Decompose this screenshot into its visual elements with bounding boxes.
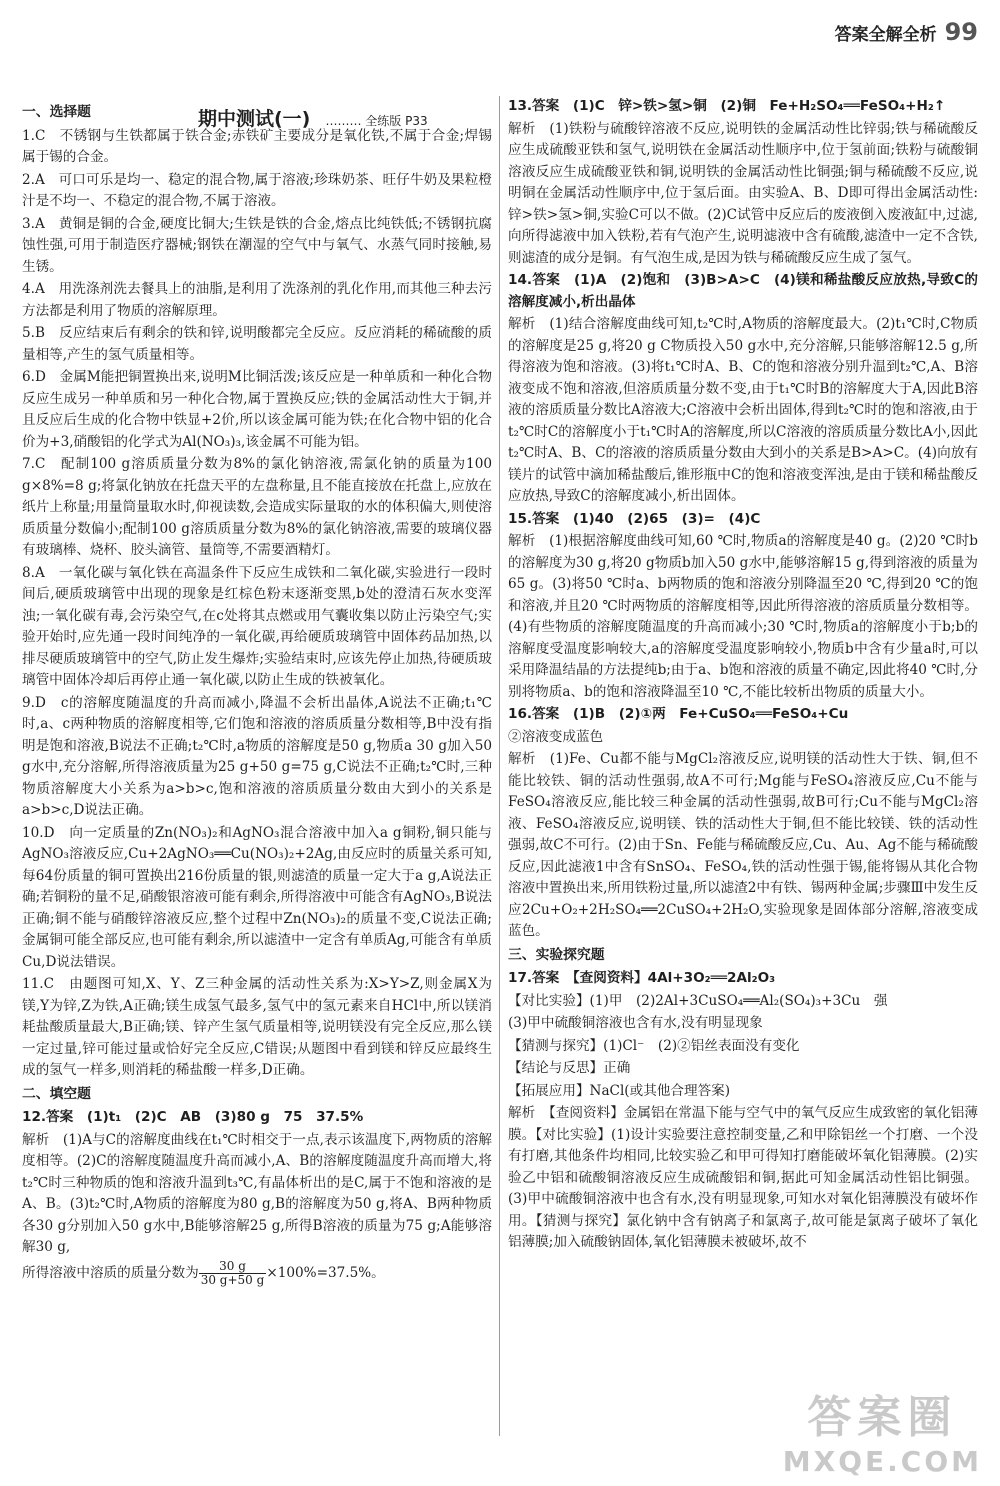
formula-prefix: 所得溶液中溶质的质量分数为 (22, 1264, 199, 1281)
site-watermark (783, 1381, 982, 1478)
fraction (199, 1260, 267, 1287)
question-5: 5.B 反应结束后有剩余的铁和锌,说明酸都完全反应。反应消耗的稀硫酸的质量相等,产生的氢气质量相等。 (22, 325, 492, 363)
question-4: 4.A 用洗涤剂洗去餐具上的油脂,是利用了洗涤剂的乳化作用,而其他三种去污方法都是利用了物质的溶解原理。 (22, 281, 492, 319)
watermark-line-2: MXQE.COM (782, 1445, 982, 1478)
question-3: 3.A 黄铜是铜的合金,硬度比铜大;生铁是铁的合金,熔点比纯铁低;不锈钢抗腐蚀性强,可用于制造医疗器械;钢铁在潮湿的空气中与氧气、水蒸气同时接触,易生锈。 (22, 215, 492, 275)
question-17-line-e: 【结论与反思】正确 (508, 1060, 631, 1076)
question-12-answer: 12.答案 (1)t₁ (2)C AB (3)80 g 75 37.5% (22, 1109, 364, 1125)
question-11: 11.C 由题图可知,X、Y、Z三种金属的活动性关系为:X>Y>Z,则金属X为镁,Y为锌,Z为铁,A正确;镁生成氢气最多,氢气中的氢元素来自HCl中,所以镁消耗盐酸质量最大,B正确;镁、锌产生氢气质量相等,说明镁没有完全反应,那么镁一定过量,锌可能过量或恰好完全反应,C错误;从题图中看到镁和锌反应最终生成的氢气一样多,则消耗的稀盐酸一样多,D正确。 (22, 976, 492, 1078)
question-12-explanation: 解析 (1)A与C的溶解度曲线在t₁℃时相交于一点,表示该温度下,两物质的溶解度相等。(2)C的溶解度随温度升高而减小,A、B的溶解度随温度升高而增大,将t₂℃时三种物质的饱和溶液升温到t₃℃,有晶体析出的是C,属于不饱和溶液的是A、B。(3)t₂℃时,A物质的溶解度为80 g,B的溶解度为50 g,将A、B两种物质各30 g分别加入50 g水中,B能够溶解25 g,所得B溶液的质量为75 g;A能够溶解30 g, (22, 1131, 492, 1255)
title-main: 期中测试(一) (198, 108, 311, 130)
question-17-line-b: 【对比实验】(1)甲 (2)2Al+3CuSO₄══Al₂(SO₄)₃+3Cu 强 (508, 992, 888, 1009)
section-choice: 一、选择题 (22, 104, 91, 120)
header-title: 答案全解全析 (834, 24, 937, 45)
formula-suffix: ×100%=37.5%。 (266, 1264, 385, 1281)
question-8: 8.A 一氧化碳与氧化铁在高温条件下反应生成铁和二氧化碳,实验进行一段时间后,硬质玻璃管中出现的现象是红棕色粉末逐渐变黑,b处的澄清石灰水变浑浊;一氧化碳有毒,会污染空气,在c处将其点燃或用气囊收集以防止污染空气;实验开始时,应先通一段时间纯净的一氧化碳,再给硬质玻璃管中固体药品加热,以排尽硬质玻璃管中的空气,防止发生爆炸;实验结束时,应该先停止加热,待硬质玻璃管中固体冷却后再停止通一氧化碳,以防止生成的铁被氧化。 (22, 564, 492, 688)
question-17-answer: 17.答案 【查阅资料】4Al+3O₂══2Al₂O₃ (508, 970, 776, 986)
question-15-answer: 15.答案 (1)40 (2)65 (3)= (4)C (508, 510, 761, 527)
fraction-denominator: 30 g+50 g (200, 1272, 265, 1287)
question-14-answer: 14.答案 (1)A (2)饱和 (3)B>A>C (4)镁和稀盐酸反应放热,导致C的溶解度减小,析出晶体 (508, 272, 978, 310)
page-header (835, 18, 978, 46)
question-2: 2.A 可口可乐是均一、稳定的混合物,属于溶液;珍珠奶茶、旺仔牛奶及果粒橙汁是不均一、不稳定的混合物,不属于溶液。 (22, 171, 492, 209)
question-17-line-c: (3)甲中硫酸铜溶液也含有水,没有明显现象 (508, 1015, 763, 1031)
title-sub: ……… 全练版 P33 (325, 114, 428, 128)
question-17-explanation: 解析 【查阅资料】金属铝在常温下能与空气中的氧气反应生成致密的氧化铝薄膜。【对比实验】(1)设计实验要注意控制变量,乙和甲除铝丝一个打磨、一个没有打磨,其他条件均相同,比较实验乙和甲可得知打磨能破坏氧化铝薄膜。(2)实验乙中铝和硫酸铜溶液反应生成硫酸铝和铜,据此可知金属活动性铝比铜强。(3)甲中硫酸铜溶液中也含有水,没有明显现象,可知水对氧化铝薄膜没有破坏作用。【猜测与探究】氯化钠中含有钠离子和氯离子,故可能是氯离子破坏了氧化铝薄膜;加入硫酸钠固体,氧化铝薄膜未被破坏,故不 (508, 1105, 978, 1250)
section-fill: 二、填空题 (22, 1085, 91, 1102)
question-15-explanation: 解析 (1)根据溶解度曲线可知,60 ℃时,物质a的溶解度是40 g。(2)20 ℃时b的溶解度为30 g,将20 g物质b加入50 g水中,能够溶解15 g,得到溶液的质量为65 g。(3)将50 ℃时a、b两物质的饱和溶液分别降温至20 ℃,得到20 ℃的饱和溶液,并且20 ℃时两物质的溶解度相等,因此所得溶液的溶质质量分数相等。(4)有些物质的溶解度随温度的升高而减小;30 ℃时,物质a的溶解度小于b;b的溶解度受温度影响较大,a的溶解度受温度影响较小,物质b中含有少量a时,可以采用降温结晶的方法提纯b;由于a、b饱和溶液的质量不确定,因此将40 ℃时,分别将物质a、b的饱和溶液降温至10 ℃,不能比较析出物质的质量大小。 (508, 533, 978, 700)
question-7: 7.C 配制100 g溶质质量分数为8%的氯化钠溶液,需氯化钠的质量为100 g×8%=8 g;将氯化钠放在托盘天平的左盘称量,且不能直接放在托盘上,应放在纸片上称量;用量筒量取水时,仰视读数,会造成实际量取的水的体积偏大,则使溶质质量分数偏小;配制100 g溶质质量分数为8%的氯化钠溶液,需要的玻璃仪器有玻璃棒、烧杯、胶头滴管、量筒等,不需要酒精灯。 (22, 456, 492, 558)
question-1: 1.C 不锈钢与生铁都属于铁合金;赤铁矿主要成分是氧化铁,不属于合金;焊锡属于锡的合金。 (22, 127, 492, 165)
fraction-numerator: 30 g (199, 1260, 267, 1274)
question-10: 10.D 向一定质量的Zn(NO₃)₂和AgNO₃混合溶液中加入a g铜粉,铜只能与AgNO₃溶液反应,Cu+2AgNO₃══Cu(NO₃)₂+2Ag,由反应时的质量关系可知,每64份质量的铜可置换出216份质量的银,则滤渣的质量一定大于a g,A说法正确;若铜粉的量不足,硝酸银溶液可能有剩余,所得溶液中可能含有AgNO₃,B说法正确;铜不能与硝酸锌溶液反应,整个过程中Zn(NO₃)₂的质量不变,C说法正确;金属铜可能全部反应,也可能有剩余,所以滤渣中一定含有单质Ag,可能含有单质Cu,D说法错误。 (22, 824, 492, 970)
section-experiment: 三、实验探究题 (508, 946, 605, 963)
question-6: 6.D 金属M能把铜置换出来,说明M比铜活泼;该反应是一种单质和一种化合物反应生成另一种单质和另一种化合物,属于置换反应;铁的金属活动性大于铜,并且反应后生成的化合物中铁显+2价,所以该金属可能为铁;在化合物中铝的化合价为+3,硝酸铝的化学式为Al(NO₃)₃,该金属不可能为铝。 (22, 369, 492, 450)
question-16-answer-2: ②溶液变成蓝色 (508, 728, 604, 745)
question-9: 9.D c的溶解度随温度的升高而减小,降温不会析出晶体,A说法不正确;t₁℃时,a、c两种物质的溶解度相等,它们饱和溶液的溶质质量分数相等,B中没有指明是饱和溶液,B说法不正确;t₂℃时,a物质的溶解度是50 g,物质a 30 g加入50 g水中,充分溶解,所得溶液质量为25 g+50 g=75 g,C说法不正确;t₂℃时,三种物质溶解度大小关系为a>b>c,饱和溶液的溶质质量分数由大到小的关系是a>b>c,D说法正确。 (22, 694, 492, 818)
question-12-formula (22, 1260, 492, 1287)
question-14-explanation: 解析 (1)结合溶解度曲线可知,t₂℃时,A物质的溶解度最大。(2)t₁℃时,C物质的溶解度是25 g,将20 g C物质投入50 g水中,充分溶解,只能够溶解12.5 g,所得溶液为饱和溶液。(3)将t₁℃时A、B、C的饱和溶液分别升温到t₂℃,A、B溶液变成不饱和溶液,但溶质质量分数不变,由于t₁℃时B的溶解度大于A,因此B溶液的溶质质量分数比A溶液大;C溶液中会析出固体,得到t₂℃时的饱和溶液,由于t₂℃时C的溶解度小于t₁℃时A的溶解度,所以C溶液的溶质质量分数比A小,因此t₂℃时A、B、C的溶液的溶质质量分数由大到小的关系是B>A>C。(4)向放有镁片的试管中滴加稀盐酸后,锥形瓶中C的饱和溶液变浑浊,是由于镁和稀盐酸反应放热,导致C的溶解度减小,析出固体。 (508, 316, 978, 504)
question-16-explanation: 解析 (1)Fe、Cu都不能与MgCl₂溶液反应,说明镁的活动性大于铁、铜,但不能比较铁、铜的活动性强弱,故A不可行;Mg能与FeSO₄溶液反应,Cu不能与FeSO₄溶液反应,能比较三种金属的活动性强弱,故B可行;Cu不能与MgCl₂溶液、FeSO₄溶液反应,说明镁、铁的活动性大于铜,但不能比较镁、铁的活动性强弱,故C不可行。(2)由于Sn、Fe能与稀硫酸反应,Cu、Au、Ag不能与稀硫酸反应,因此滤液1中含有SnSO₄、FeSO₄,铁的活动性强于锡,能将锡从其化合物溶液中置换出来,所用铁粉过量,所以滤渣2中有铁、锡两种金属;步骤Ⅲ中发生反应2Cu+O₂+2H₂SO₄══2CuSO₄+2H₂O,实验现象是固体部分溶解,溶液变成蓝色。 (508, 751, 978, 939)
right-column (508, 96, 978, 1255)
column-divider (499, 96, 500, 1436)
question-13-answer: 13.答案 (1)C 锌>铁>氢>铜 (2)铜 Fe+H₂SO₄══FeSO₄+H₂↑ (508, 98, 946, 114)
question-17-line-d: 【猜测与探究】(1)Cl⁻ (2)②铝丝表面没有变化 (508, 1037, 800, 1054)
watermark-line-1: 答案圈 (807, 1392, 958, 1443)
question-17-line-f: 【拓展应用】NaCl(或其他合理答案) (508, 1082, 731, 1099)
question-16-answer: 16.答案 (1)B (2)①两 Fe+CuSO₄══FeSO₄+Cu (508, 706, 849, 722)
question-13-explanation: 解析 (1)铁粉与硫酸锌溶液不反应,说明铁的金属活动性比锌弱;铁与稀硫酸反应生成硫酸亚铁和氢气,说明铁在金属活动性顺序中,位于氢前面;铁粉与硫酸铜溶液反应生成硫酸亚铁和铜,说明铁的金属活动性比铜强;铜与稀硫酸不反应,说明铜在金属活动性顺序中,位于氢后面。由实验A、B、D即可得出金属活动性:锌>铁>氢>铜,实验C可以不做。(2)C试管中反应后的废液倒入废液缸中,过滤,向所得滤液中加入铁粉,若有气泡产生,说明滤液中含有硫酸,滤渣中一定不含铁,则滤渣的成分是铜。有气泡生成,是因为铁与稀硫酸反应生成了氢气。 (508, 120, 978, 266)
left-column (22, 100, 492, 1288)
page-number: 99 (944, 18, 978, 46)
